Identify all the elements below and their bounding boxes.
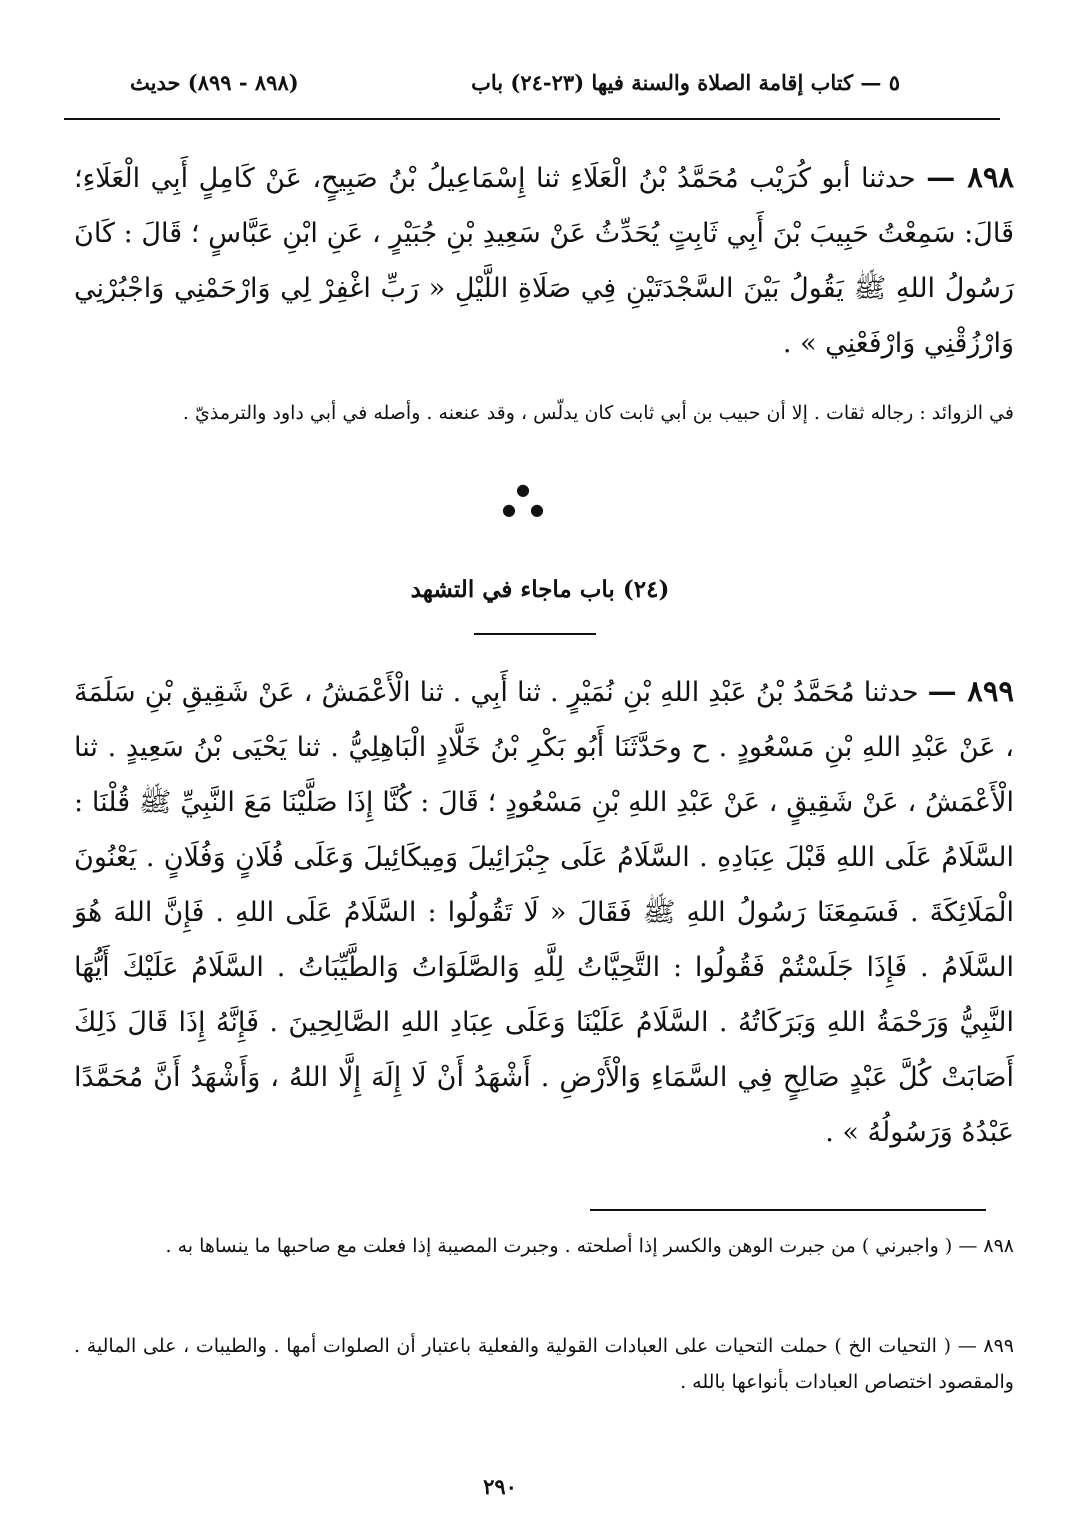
chapter-title: (٢٤) باب ماجاء في التشهد (410, 576, 670, 603)
zawaid-note: في الزوائد : رجاله ثقات . إلا أن حبيب بن أبي ثابت كان يدلّس ، وقد عنعنه . وأصله في أبي داود والترمذيّ . (182, 402, 1014, 424)
footnote-899 (74, 1328, 1014, 1400)
ornament-dot: ● (530, 500, 544, 519)
ornament-dot: ● (516, 480, 530, 499)
chapter-divider (474, 633, 596, 635)
footnote-text: ( التحيات الخ ) حملت التحيات على العبادات القولية والفعلية باعتبار أن الصلوات أمها . والطيبات ، على المالية . والمقصود اختصاص العبادات بأنواعها بالله . (74, 1335, 1014, 1393)
footnote-text: ( واجبرني ) من جبرت الوهن والكسر إذا أصلحته . وجبرت المصيبة إذا فعلت مع صاحبها ما ينساها به . (165, 1235, 953, 1257)
header-book-chapter: ٥ — كتاب إقامة الصلاة والسنة فيها (٢٣-٢٤) باب (471, 70, 900, 95)
hadith-899 (74, 664, 1014, 1160)
hadith-number: ٨٩٨ — (926, 160, 1014, 194)
footnote-898 (74, 1228, 1014, 1264)
running-header (130, 66, 900, 110)
footnote-number: ٨٩٩ — (957, 1335, 1014, 1357)
header-hadith-range: (٨٩٨ - ٨٩٩) حديث (130, 70, 299, 95)
hadith-898 (74, 150, 1014, 371)
ornament-dot: ● (502, 500, 516, 519)
footnote-divider (590, 1209, 986, 1211)
page-number: ٢٩٠ (483, 1474, 517, 1499)
hadith-text: حدثنا مُحَمَّدُ بْنُ عَبْدِ اللهِ بْنِ نُمَيْرٍ . ثنا أَبِي . ثنا الْأَعْمَشُ ، عَنْ شَقِيقِ بْنِ سَلَمَةَ ، عَنْ عَبْدِ اللهِ بْنِ مَسْعُودٍ . ح وحَدَّثَنَا أَبُو بَكْرِ بْنُ خَلَّادٍ الْبَاهِلِيُّ . ثنا يَحْيَى بْنُ سَعِيدٍ . ثنا الْأَعْمَشُ ، عَنْ شَقِيقٍ ، عَنْ عَبْدِ اللهِ بْنِ مَسْعُودٍ ؛ قَالَ : كُنَّا إِذَا صَلَّيْنَا مَعَ النَّبِيِّ ﷺ قُلْنَا : السَّلَامُ عَلَى اللهِ قَبْلَ عِبَادِهِ . السَّلَامُ عَلَى جِبْرَائِيلَ وَمِيكَائِيلَ وَعَلَى فُلَانٍ وَفُلَانٍ . يَعْنُونَ الْمَلَائِكَةَ . فَسَمِعَنَا رَسُولُ اللهِ ﷺ فَقَالَ « لَا تَقُولُوا : السَّلَامُ عَلَى اللهِ . فَإِنَّ اللهَ هُوَ السَّلَامُ . فَإِذَا جَلَسْتُمْ فَقُولُوا : التَّحِيَّاتُ لِلَّهِ وَالصَّلَوَاتُ وَالطَّيِّبَاتُ . السَّلَامُ عَلَيْكَ أَيُّهَا النَّبِيُّ وَرَحْمَةُ اللهِ وَبَرَكَاتُهُ . السَّلَامُ عَلَيْنَا وَعَلَى عِبَادِ اللهِ الصَّالِحِينَ . فَإِنَّهُ إِذَا قَالَ ذَلِكَ أَصَابَتْ كُلَّ عَبْدٍ صَالِحٍ فِي السَّمَاءِ وَالْأَرْضِ . أَشْهَدُ أَنْ لَا إِلَهَ إِلَّا اللهُ ، وَأَشْهَدُ أَنَّ مُحَمَّدًا عَبْدُهُ وَرَسُولُهُ » . (74, 677, 1014, 1148)
header-divider (64, 118, 1000, 120)
section-ornament (496, 482, 552, 522)
hadith-number: ٨٩٩ — (927, 674, 1014, 708)
footnote-number: ٨٩٨ — (958, 1235, 1014, 1257)
hadith-text: حدثنا أبو كُرَيْب مُحَمَّدُ بْنُ الْعَلَاءِ ثنا إِسْمَاعِيلُ بْنُ صَبِيحٍ، عَنْ كَامِلٍ أَبِي الْعَلَاءِ؛ قَالَ: سَمِعْتُ حَبِيبَ بْنَ أَبِي ثَابِتٍ يُحَدِّثُ عَنْ سَعِيدِ بْنِ جُبَيْرٍ ، عَنِ ابْنِ عَبَّاسٍ ؛ قَالَ : كَانَ رَسُولُ اللهِ ﷺ يَقُولُ بَيْنَ السَّجْدَتَيْنِ فِي صَلَاةِ اللَّيْلِ « رَبِّ اغْفِرْ لِي وَارْحَمْنِي وَاجْبُرْنِي وَارْزُقْنِي وَارْفَعْنِي » . (74, 163, 1014, 359)
